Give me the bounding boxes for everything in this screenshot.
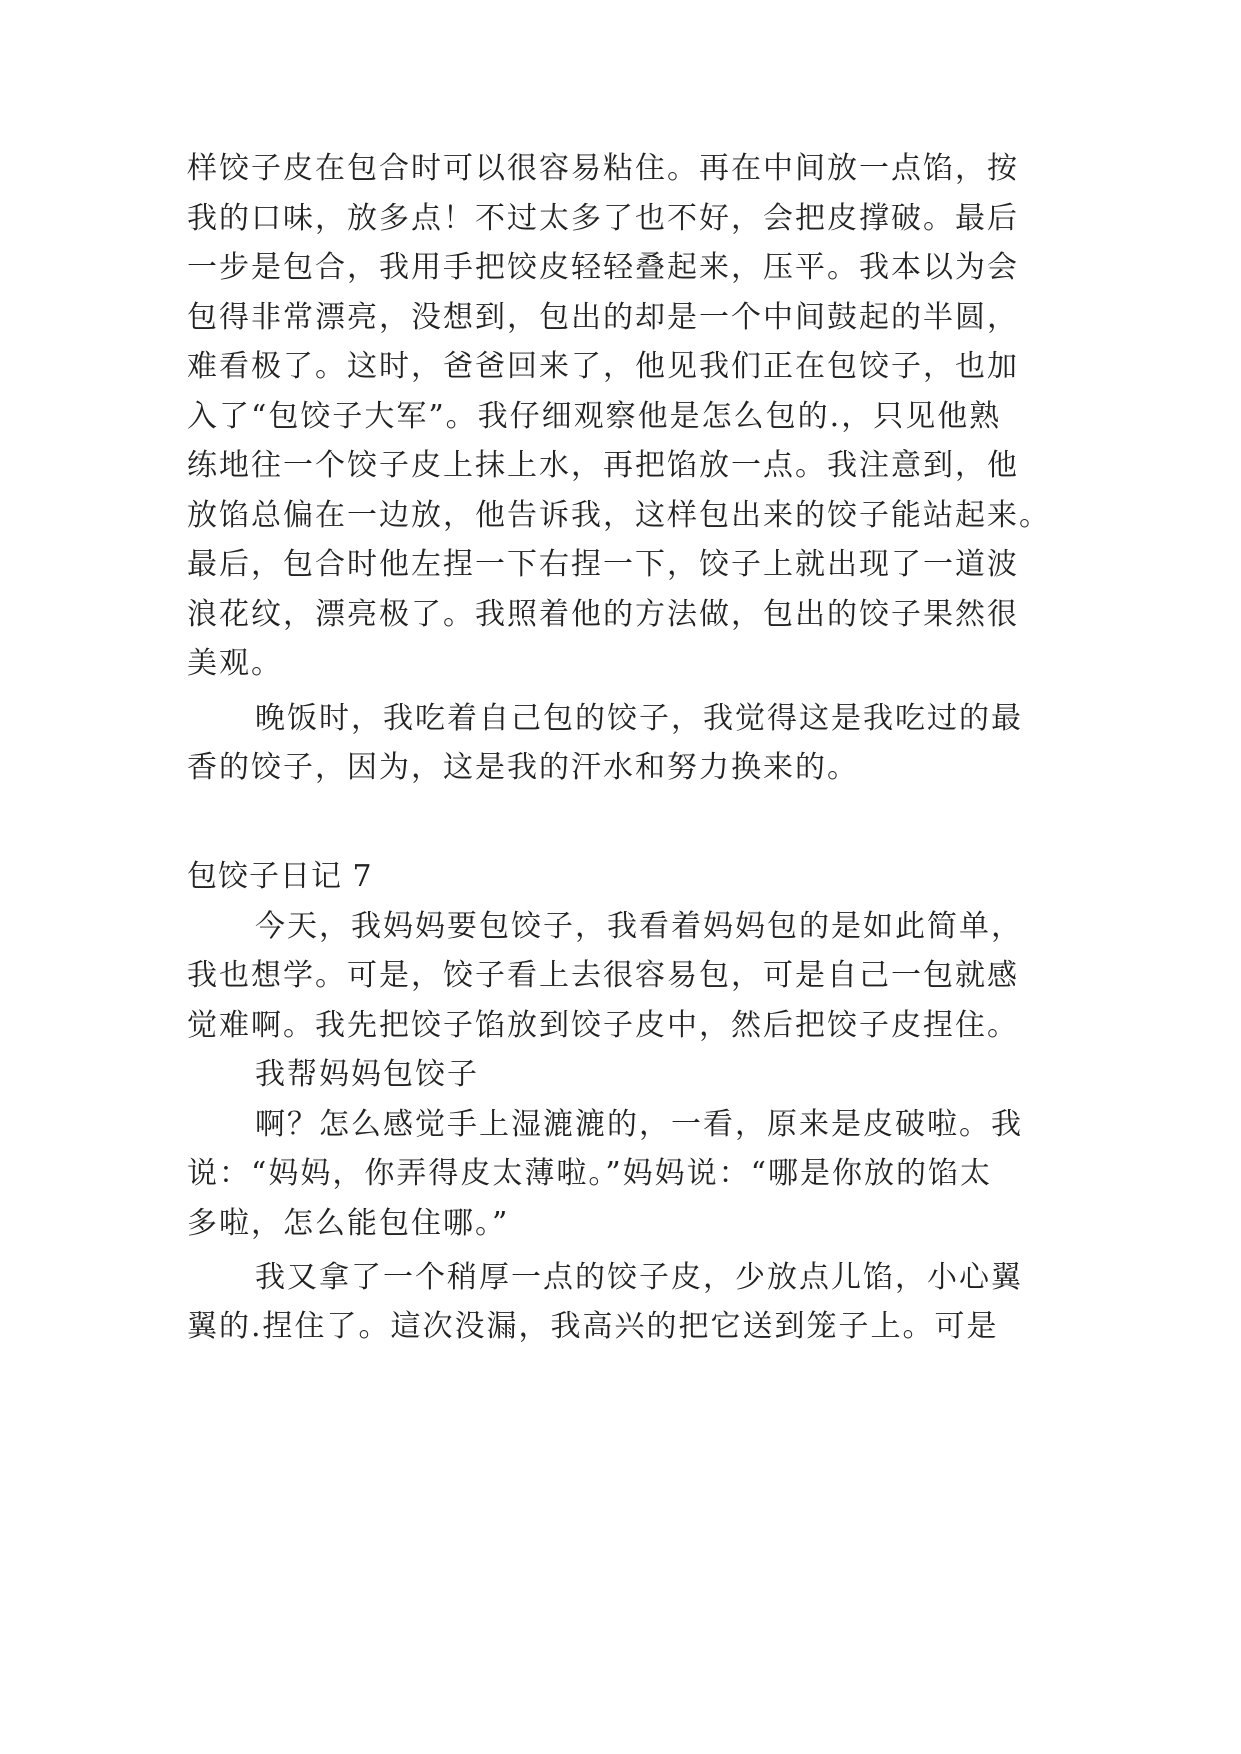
paragraph-line: 说：“妈妈，你弄得皮太薄啦。”妈妈说：“哪是你放的馅太 [187,1156,993,1191]
paragraph-line: 我也想学。可是，饺子看上去很容易包，可是自己一包就感 [187,958,1019,993]
paragraph-line: 浪花纹，漂亮极了。我照着他的方法做，包出的饺子果然很 [187,597,1019,632]
paragraph-line: 今天，我妈妈要包饺子，我看着妈妈包的是如此简单， [255,909,1023,944]
paragraph-line: 入了“包饺子大军”。我仔细观察他是怎么包的.，只见他熟 [187,399,1002,434]
paragraph-line: 啊？怎么感觉手上湿漉漉的，一看，原来是皮破啦。我 [255,1107,1023,1142]
paragraph-line: 觉难啊。我先把饺子馅放到饺子皮中，然后把饺子皮捏住。 [187,1008,1019,1043]
paragraph-line: 我又拿了一个稍厚一点的饺子皮，少放点儿馅，小心翼 [255,1260,1023,1295]
section-title: 包饺子日记 7 [187,859,373,894]
paragraph-line: 晚饭时，我吃着自己包的饺子，我觉得这是我吃过的最 [255,701,1023,736]
subtitle: 我帮妈妈包饺子 [255,1057,479,1092]
paragraph-line: 练地往一个饺子皮上抹上水，再把馅放一点。我注意到，他 [187,448,1019,483]
paragraph-line: 放馅总偏在一边放，他告诉我，这样包出来的饺子能站起来。 [187,498,1051,533]
paragraph-line: 样饺子皮在包合时可以很容易粘住。再在中间放一点馅，按 [187,151,1019,186]
paragraph-line: 美观。 [187,646,283,681]
paragraph-line: 多啦，怎么能包住哪。” [187,1206,510,1241]
paragraph-line: 最后，包合时他左捏一下右捏一下，饺子上就出现了一道波 [187,547,1019,582]
paragraph-line: 香的饺子，因为，这是我的汗水和努力换来的。 [187,750,859,785]
paragraph-line: 我的口味，放多点！不过太多了也不好，会把皮撑破。最后 [187,201,1019,236]
paragraph-line: 一步是包合，我用手把饺皮轻轻叠起来，压平。我本以为会 [187,250,1019,285]
paragraph-line: 难看极了。这时，爸爸回来了，他见我们正在包饺子，也加 [187,349,1019,384]
paragraph-line: 包得非常漂亮，没想到，包出的却是一个中间鼓起的半圆， [187,300,1019,335]
paragraph-line: 翼的.捏住了。這次没漏，我高兴的把它送到笼子上。可是 [187,1309,999,1344]
